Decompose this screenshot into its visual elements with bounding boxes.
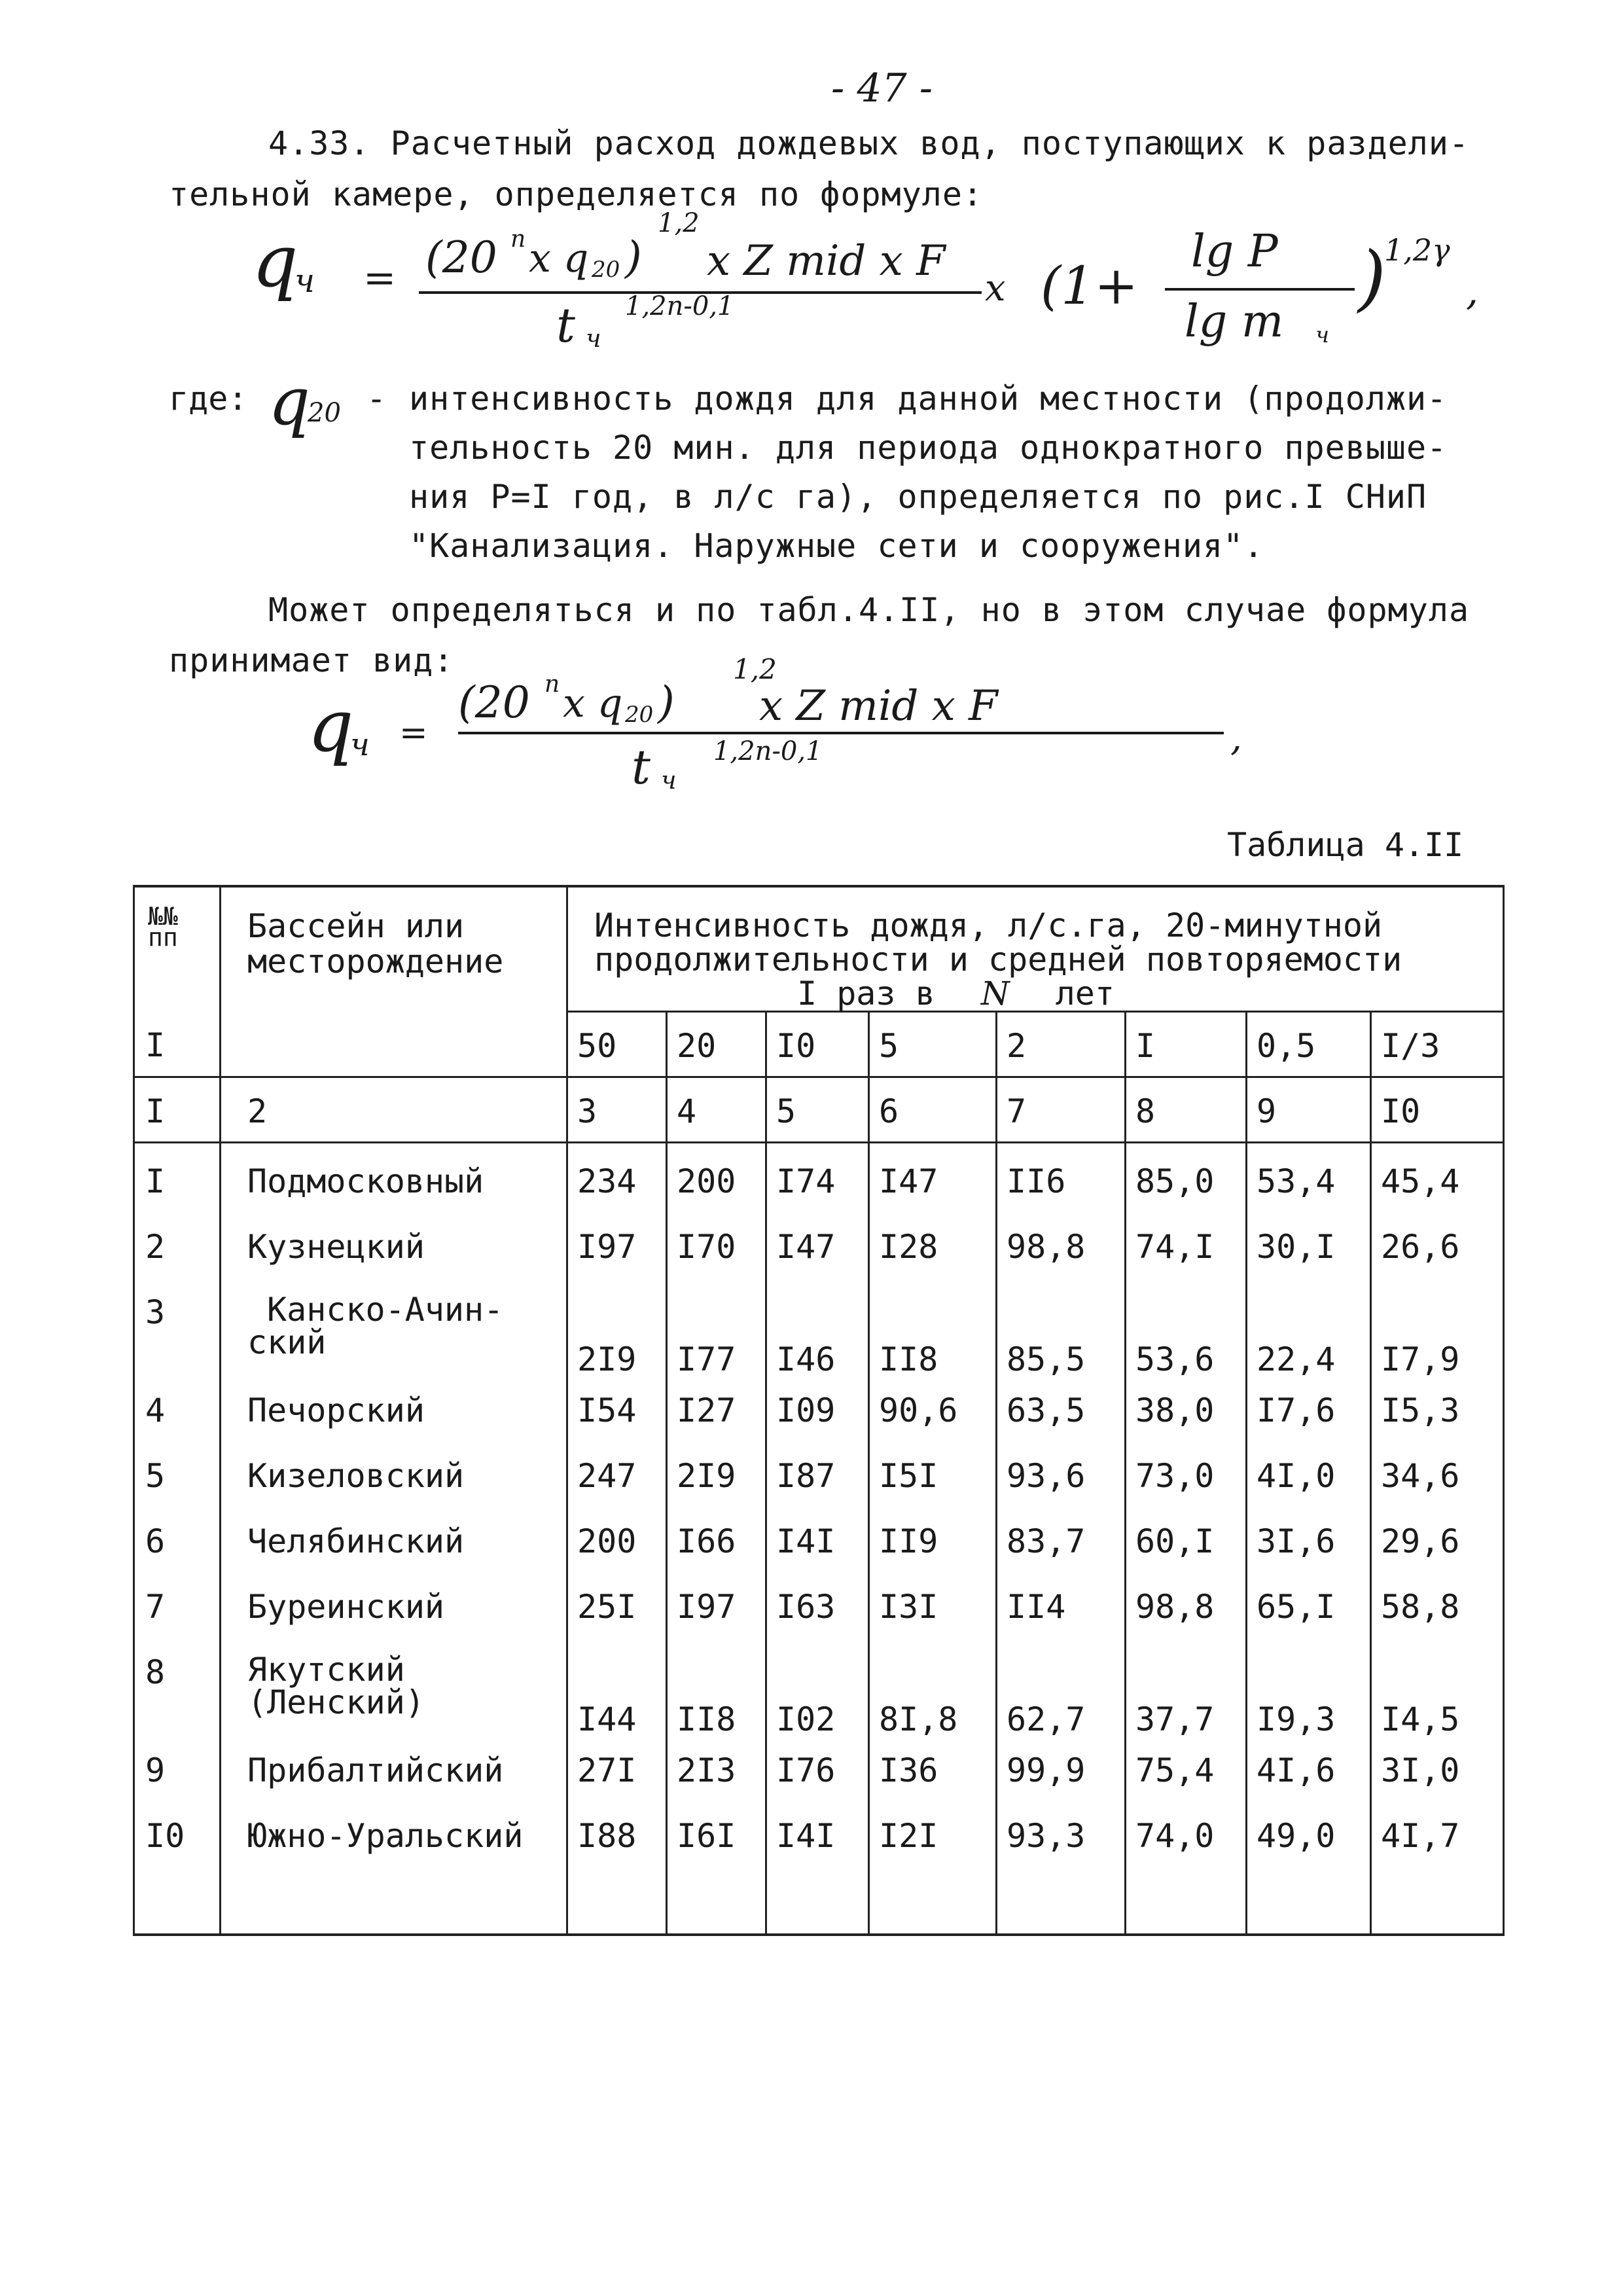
intensity-value: I70 (667, 1228, 766, 1293)
where-dash: - (366, 380, 387, 418)
basin-name-line1: Канско-Ачин- (267, 1290, 504, 1329)
colnum-2: 2 (221, 1077, 567, 1143)
intensity-value: I47 (766, 1228, 869, 1293)
table-row (134, 1228, 1504, 1293)
intensity-value: I47 (869, 1162, 997, 1228)
intensity-value: 2I3 (667, 1751, 766, 1817)
intensity-value: I7,6 (1247, 1391, 1371, 1457)
header-intensity-line3b: лет (1055, 975, 1115, 1013)
intensity-value: II8 (869, 1293, 997, 1391)
formula1-comma: , (1466, 268, 1479, 314)
table-row (134, 1457, 1504, 1522)
intensity-value: 4I,7 (1371, 1817, 1504, 1882)
basin-name-line2: ский (247, 1323, 327, 1361)
intensity-value: 38,0 (1126, 1391, 1247, 1457)
intensity-value: I28 (869, 1228, 997, 1293)
paragraph-alt-line2: принимает вид: (169, 641, 454, 679)
basin-name (221, 1650, 567, 1751)
row-number: 5 (134, 1457, 221, 1522)
period-50: 50 (567, 1012, 667, 1077)
colnum-3: 3 (567, 1077, 667, 1143)
basin-name (221, 1751, 567, 1817)
intensity-value: 3I,6 (1247, 1522, 1371, 1588)
intensity-value: 65,I (1247, 1588, 1371, 1653)
formula1-equals: = (363, 255, 397, 301)
formula1-frac2-bar (1165, 288, 1355, 291)
basin-name-line1: Буреинский (247, 1587, 445, 1626)
header-intensity-line3 (594, 977, 1503, 1011)
formula1-frac2-num: lg P (1191, 226, 1278, 278)
intensity-value: I5I (869, 1457, 997, 1522)
formula2-num-n: n (544, 671, 560, 698)
row-number: 8 (134, 1653, 221, 1751)
intensity-value: 53,6 (1126, 1293, 1247, 1391)
header-intensity-line2: продолжительности и средней повторяемости (594, 941, 1402, 978)
intensity-value: I4,5 (1371, 1653, 1504, 1751)
intensity-value: 4I,6 (1247, 1751, 1371, 1817)
period-20: 20 (667, 1012, 766, 1077)
table-row (134, 1522, 1504, 1588)
intensity-value: 4I,0 (1247, 1457, 1371, 1522)
formula1-num-open: (20 (425, 232, 497, 283)
intensity-value: I9,3 (1247, 1653, 1371, 1751)
table-row (134, 1162, 1504, 1228)
spacer-row (134, 1143, 1504, 1162)
formula2-num-rest: x Z mid x F (759, 682, 998, 730)
intensity-value: I76 (766, 1751, 869, 1817)
intensity-value: 53,4 (1247, 1162, 1371, 1228)
intensity-value: II6 (997, 1162, 1126, 1228)
formula2-num-q: x q (563, 681, 623, 726)
intensity-value: I46 (766, 1293, 869, 1391)
formula2-lhs-sub: ч (350, 726, 370, 763)
row-number: I (134, 1162, 221, 1228)
header-num-cell (134, 886, 221, 1012)
table-row (134, 1293, 1504, 1391)
formula2-num-close: ) (658, 677, 675, 728)
intensity-value: I3I (869, 1588, 997, 1653)
period-1: I (1126, 1012, 1247, 1077)
basin-name-line1: Кузнецкий (247, 1227, 425, 1266)
header-basin-cell (221, 886, 567, 1077)
intensity-value: I44 (567, 1653, 667, 1751)
formula2-comma: , (1230, 717, 1242, 759)
intensity-value: 30,I (1247, 1228, 1371, 1293)
formula2-num-q-sub: 20 (625, 702, 654, 728)
intensity-value: 90,6 (869, 1391, 997, 1457)
intensity-value: 93,3 (997, 1817, 1126, 1882)
intensity-value: 58,8 (1371, 1588, 1504, 1653)
basin-name (221, 1522, 567, 1588)
header-intensity-line3a: I раз в (797, 975, 935, 1013)
intensity-value: 200 (567, 1522, 667, 1588)
basin-name-line1: Печорский (247, 1391, 425, 1429)
intensity-value: 45,4 (1371, 1162, 1504, 1228)
intensity-value: 85,5 (997, 1293, 1126, 1391)
formula1-den-pow: 1,2n-0,1 (625, 291, 734, 321)
row-number: 9 (134, 1751, 221, 1817)
formula1-num-close: ) (625, 232, 642, 283)
intensity-value: I63 (766, 1588, 869, 1653)
formula2-num-pow: 1,2 (733, 653, 777, 685)
formula1-frac2-den-sub: ч (1315, 322, 1330, 348)
paragraph-433-line1: 4.33. Расчетный расход дождевых вод, поступающих к раздели- (268, 124, 1470, 162)
table-bottom-row (134, 1882, 1504, 1935)
basin-name-line1: Кизеловский (247, 1456, 465, 1495)
intensity-value: I77 (667, 1293, 766, 1391)
intensity-value: 73,0 (1126, 1457, 1247, 1522)
intensity-value: 22,4 (1247, 1293, 1371, 1391)
formula1-den-sub: ч (586, 324, 601, 353)
formula1-times: x (985, 267, 1006, 310)
period-num-cell: I (134, 1012, 221, 1077)
row-number: I0 (134, 1817, 221, 1882)
intensity-value: 247 (567, 1457, 667, 1522)
basin-name (221, 1391, 567, 1457)
intensity-value: 234 (567, 1162, 667, 1228)
period-0-5: 0,5 (1247, 1012, 1371, 1077)
basin-name (221, 1457, 567, 1522)
intensity-value: I02 (766, 1653, 869, 1751)
intensity-value: I88 (567, 1817, 667, 1882)
intensity-value: 98,8 (997, 1228, 1126, 1293)
intensity-value: 8I,8 (869, 1653, 997, 1751)
intensity-value: 60,I (1126, 1522, 1247, 1588)
header-basin-line2: месторождение (247, 942, 504, 980)
intensity-value: I09 (766, 1391, 869, 1457)
intensity-value: I66 (667, 1522, 766, 1588)
column-number-row (134, 1077, 1504, 1143)
table-row (134, 1588, 1504, 1653)
intensity-value: I4I (766, 1817, 869, 1882)
intensity-value: 200 (667, 1162, 766, 1228)
intensity-value: 99,9 (997, 1751, 1126, 1817)
basin-name (221, 1228, 567, 1293)
formula1-num-q-sub: 20 (592, 257, 620, 283)
formula2-den-t: t (632, 740, 651, 795)
formula2-lhs: q (308, 684, 354, 768)
row-number: 4 (134, 1391, 221, 1457)
intensity-value: 3I,0 (1371, 1751, 1504, 1817)
colnum-9: 9 (1247, 1077, 1371, 1143)
intensity-value: 74,0 (1126, 1817, 1247, 1882)
intensity-value: 26,6 (1371, 1228, 1504, 1293)
intensity-value: I36 (869, 1751, 997, 1817)
intensity-value: 83,7 (997, 1522, 1126, 1588)
header-intensity-cell (567, 886, 1504, 1012)
intensity-value: I7,9 (1371, 1293, 1504, 1391)
basin-name-line1: Южно-Уральский (247, 1816, 524, 1855)
colnum-6: 6 (869, 1077, 997, 1143)
row-number: 3 (134, 1293, 221, 1391)
intensity-value: 98,8 (1126, 1588, 1247, 1653)
intensity-value: I27 (667, 1391, 766, 1457)
basin-name-line1: Подмосковный (247, 1162, 484, 1200)
intensity-value: 29,6 (1371, 1522, 1504, 1588)
basin-name (221, 1162, 567, 1228)
period-1-3: I/3 (1371, 1012, 1504, 1077)
intensity-value: 27I (567, 1751, 667, 1817)
intensity-value: 34,6 (1371, 1457, 1504, 1522)
header-basin-line1: Бассейн или (247, 907, 465, 945)
header-intensity-line1: Интенсивность дождя, л/с.га, 20-минутной (594, 906, 1383, 944)
where-line1: интенсивность дождя для данной местности (продолжи- (409, 380, 1448, 418)
formula1-frac2-den: lg m (1185, 296, 1284, 348)
header-row (134, 886, 1504, 1012)
intensity-value: 85,0 (1126, 1162, 1247, 1228)
intensity-value: II4 (997, 1588, 1126, 1653)
basin-name-line1: Челябинский (247, 1522, 465, 1560)
table-body (134, 1162, 1504, 1882)
where-line2: тельность 20 мин. для периода однократного превыше- (409, 429, 1448, 467)
header-num: №№ пп (148, 902, 178, 952)
period-2: 2 (997, 1012, 1126, 1077)
where-symbol-sub: 20 (308, 398, 341, 428)
table-row (134, 1817, 1504, 1882)
colnum-1: I (134, 1077, 221, 1143)
basin-name (221, 1817, 567, 1882)
basin-name-line1: Прибалтийский (247, 1751, 504, 1789)
intensity-value: II9 (869, 1522, 997, 1588)
row-number: 6 (134, 1522, 221, 1588)
header-n-symbol: N (980, 975, 1010, 1013)
formula2-num-open: (20 (458, 677, 530, 728)
colnum-8: 8 (1126, 1077, 1247, 1143)
intensity-value: I74 (766, 1162, 869, 1228)
intensity-value: I54 (567, 1391, 667, 1457)
basin-name (221, 1290, 567, 1391)
intensity-value: 75,4 (1126, 1751, 1247, 1817)
table-row (134, 1391, 1504, 1457)
paragraph-433-line2: тельной камере, определяется по формуле: (169, 175, 984, 213)
period-10: I0 (766, 1012, 869, 1077)
formula1-paren-pow: 1,2γ (1384, 232, 1450, 268)
where-line3: ния P=I год, в л/с га), определяется по рис.I СНиП (409, 478, 1427, 516)
basin-name (221, 1588, 567, 1653)
where-line4: "Канализация. Наружные сети и сооружения". (409, 527, 1264, 565)
paragraph-alt-line1: Может определяться и по табл.4.II, но в этом случае формула (268, 591, 1470, 629)
colnum-10: I0 (1371, 1077, 1504, 1143)
intensity-value: I97 (567, 1228, 667, 1293)
formula1-paren-close: ) (1358, 236, 1386, 319)
formula1-lhs-sub: ч (294, 262, 315, 300)
intensity-value: 2I9 (667, 1457, 766, 1522)
formula1-num-q: x q (529, 236, 589, 281)
formula1-num-rest: x Z mid x F (707, 237, 946, 285)
intensity-value: 62,7 (997, 1653, 1126, 1751)
rain-intensity-table (133, 885, 1505, 1936)
intensity-value: I2I (869, 1817, 997, 1882)
where-symbol: q (268, 363, 311, 440)
intensity-value: II8 (667, 1653, 766, 1751)
page-number: - 47 - (831, 65, 933, 111)
intensity-value: 37,7 (1126, 1653, 1247, 1751)
intensity-value: 74,I (1126, 1228, 1247, 1293)
formula1-num-n: n (510, 226, 526, 253)
intensity-value: 2I9 (567, 1293, 667, 1391)
colnum-7: 7 (997, 1077, 1126, 1143)
intensity-value: I87 (766, 1457, 869, 1522)
table-row (134, 1653, 1504, 1751)
formula2-den-pow: 1,2n-0,1 (713, 736, 823, 766)
formula2-equals: = (399, 713, 428, 753)
intensity-value: I6I (667, 1817, 766, 1882)
intensity-value: 49,0 (1247, 1817, 1371, 1882)
formula2-fraction-bar (458, 732, 1224, 734)
colnum-5: 5 (766, 1077, 869, 1143)
formula1-lhs: q (252, 219, 298, 303)
formula1-den-t: t (556, 298, 575, 353)
intensity-value: 93,6 (997, 1457, 1126, 1522)
basin-name-line1: Якутский (247, 1650, 405, 1689)
intensity-value: 63,5 (997, 1391, 1126, 1457)
period-5: 5 (869, 1012, 997, 1077)
intensity-value: I4I (766, 1522, 869, 1588)
table-row (134, 1751, 1504, 1817)
table-caption: Таблица 4.II (1227, 826, 1464, 864)
intensity-value: I97 (667, 1588, 766, 1653)
formula2-den-sub: ч (661, 766, 677, 795)
row-number: 7 (134, 1588, 221, 1653)
formula1-num-pow: 1,2 (658, 208, 700, 238)
row-number: 2 (134, 1228, 221, 1293)
intensity-value: I5,3 (1371, 1391, 1504, 1457)
intensity-value: 25I (567, 1588, 667, 1653)
formula1-paren-open: (1+ (1041, 255, 1139, 316)
basin-name-line2: (Ленский) (247, 1683, 425, 1721)
where-label: где: (169, 380, 248, 418)
colnum-4: 4 (667, 1077, 766, 1143)
